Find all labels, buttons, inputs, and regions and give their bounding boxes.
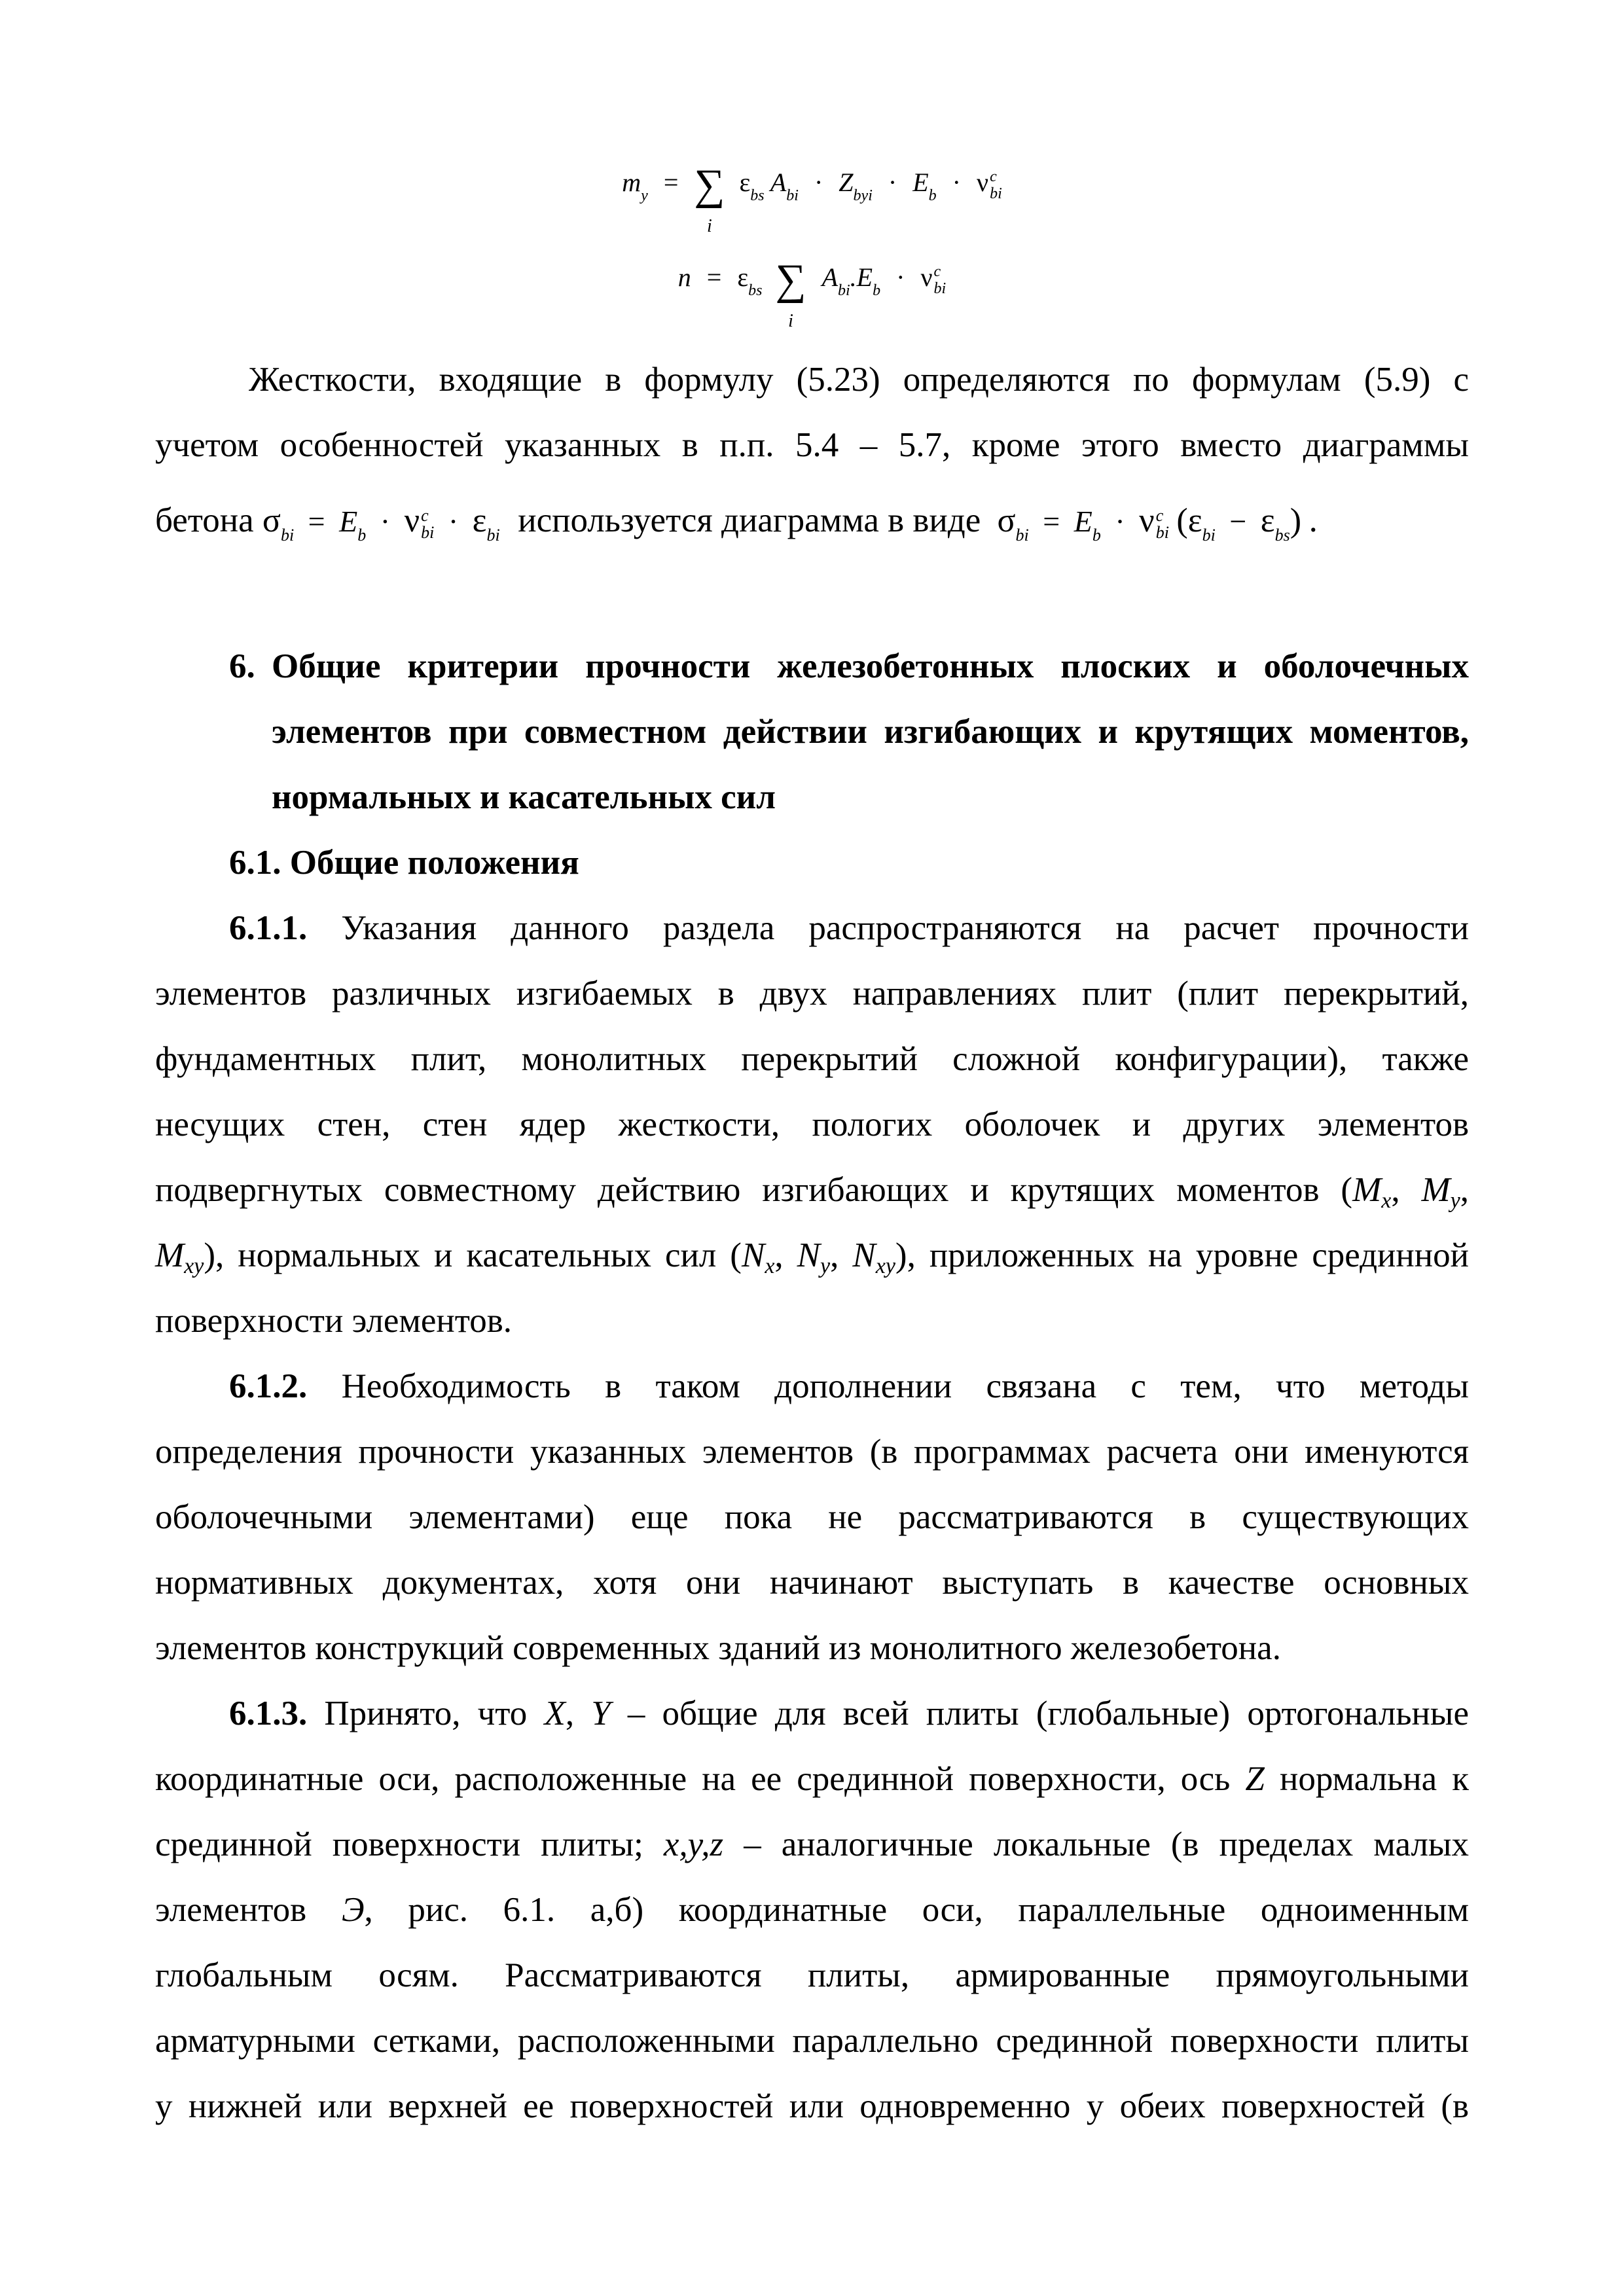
sep: , (1391, 1171, 1422, 1209)
section-6-title-line3: нормальных и касательных сил (272, 778, 776, 816)
inline-formula-linear (262, 502, 507, 545)
stiffness-line3 (155, 488, 1469, 568)
p612-line1-text: Необходимость в таком дополнении связана с тем, что методы (341, 1367, 1470, 1405)
nu-sub: bi (421, 523, 435, 543)
formula-my (0, 161, 1624, 236)
dot-op: · (1115, 505, 1125, 538)
My-sub: y (1450, 1189, 1460, 1213)
nu-sub: bi (1155, 523, 1169, 543)
E-symbol: E (1074, 505, 1092, 538)
eps-symbol: ε (1187, 502, 1202, 539)
p613-line6: арматурными сетками, расположенными параллельно срединной поверхности плиты (155, 2022, 1469, 2060)
formula-n-nu-indices (934, 264, 947, 296)
nu-symbol: ν (1139, 502, 1155, 539)
nu-symbol: ν (404, 502, 420, 539)
p612-line1 (229, 1354, 1469, 1419)
formula-n-nu: ν (920, 262, 933, 293)
formula-my-A: A (770, 168, 787, 198)
p613-line7: у нижней или верхней ее поверхностей или одновременно у обеих поверхностей (в (155, 2087, 1469, 2125)
p613-line2 (155, 1746, 1469, 1812)
p612-line5: элементов конструкций современных зданий из монолитного железобетона. (155, 1629, 1281, 1667)
p611-line3: фундаментных плит, монолитных перекрытий сложной конфигурации), также (155, 1040, 1469, 1078)
formula-my-eps: ε (739, 168, 751, 198)
formula-my-Z: Z (839, 168, 854, 198)
sigma-symbol: σ (262, 502, 281, 539)
p611-line1-text: Указания данного раздела распространяются на расчет прочности (341, 909, 1469, 947)
subsection-6-1-title: 6.1. Общие положения (229, 844, 579, 882)
Mxy-symbol: M (155, 1236, 185, 1274)
Nx-symbol: N (741, 1236, 765, 1274)
Mx-symbol: M (1352, 1171, 1382, 1209)
formula-n-sum (775, 256, 806, 331)
Nx-sub: x (765, 1254, 775, 1278)
inline-formula-shifted (997, 502, 1309, 545)
formula-my-lhs-sub: y (641, 187, 648, 205)
p613-line2-a: координатные оси, расположенные на ее срединной поверхности, ось (155, 1760, 1231, 1798)
sum-sign: ∑ (775, 256, 806, 304)
formula-my-sum (694, 161, 725, 236)
p611-line2: элементов различных изгибаемых в двух направлениях плит (плит перекрытий, (155, 975, 1469, 1013)
section-6-title-line1: Общие критерии прочности железобетонных плоских и оболочечных (272, 647, 1469, 685)
nu-sup: c (933, 263, 941, 280)
p611-line5-text: подвергнутых совместному действию изгибающих и крутящих моментов ( (155, 1171, 1353, 1209)
sep: , (565, 1695, 575, 1732)
nu-sup: c (990, 168, 997, 185)
formula-my-dot2: · (888, 168, 897, 198)
sigma-sub: bi (280, 526, 295, 545)
p613-line4 (155, 1877, 1469, 1943)
sigma-symbol: σ (997, 502, 1016, 539)
p612-number: 6.1.2. (229, 1367, 308, 1405)
p613-line1-a: Принято, что (324, 1695, 528, 1732)
formula-n-A-sub: bi (838, 282, 850, 300)
formula-n-eq: = (706, 262, 722, 293)
Ny-sub: y (820, 1254, 831, 1278)
nu-sub: bi (990, 185, 1002, 202)
Y-axis-symbol: Y (591, 1695, 611, 1732)
formula-n-dot: · (896, 262, 905, 293)
p611-line6-b: ), приложенных на уровне срединной (895, 1236, 1470, 1274)
stiffness-line3-start: бетона (155, 501, 254, 539)
open-paren: ( (1176, 502, 1188, 539)
p613-line1 (229, 1681, 1469, 1746)
eps-sub: bs (1274, 526, 1290, 545)
section-6-title-line2: элементов при совместном действии изгибающих и крутящих моментов, (272, 713, 1469, 751)
sum-index: i (707, 216, 712, 236)
sep: , (1460, 1171, 1470, 1209)
p611-line6-a: ), нормальных и касательных сил ( (204, 1236, 742, 1274)
formula-n-A: A (821, 262, 838, 293)
formula-my-nu: ν (976, 168, 989, 198)
formula-my-dot3: · (952, 168, 961, 198)
sum-index: i (788, 311, 793, 331)
nu-indices (1156, 507, 1169, 541)
eq-sign: = (308, 505, 325, 538)
formula-my-E: E (912, 168, 929, 198)
sigma-sub: bi (1015, 526, 1029, 545)
nu-sup: c (1155, 506, 1164, 526)
stiffness-line1: Жесткости, входящие в формулу (5.23) определяются по формулам (5.9) с (249, 361, 1469, 399)
formula-n-eps: ε (737, 262, 749, 293)
p612-line2: определения прочности указанных элементов (в программах расчета они именуются (155, 1433, 1469, 1471)
p612-line3: оболочечными элементами) еще пока не рассматриваются в существующих (155, 1498, 1469, 1536)
eps-sub: bi (1202, 526, 1216, 545)
Mx-sub: x (1381, 1189, 1392, 1213)
p611-number: 6.1.1. (229, 909, 308, 947)
p613-line3-b: – аналогичные локальные (в пределах малых (744, 1825, 1470, 1863)
nu-sub: bi (933, 280, 947, 297)
formula-n (0, 256, 1624, 331)
section-6-number: 6. (229, 647, 255, 685)
formula-n-lhs: n (677, 262, 691, 293)
p613-line4-a: элементов (155, 1891, 307, 1929)
Ny-symbol: N (797, 1236, 821, 1274)
p613-line3 (155, 1812, 1469, 1877)
p613-line4-b: , рис. 6.1. а,б) координатные оси, параллельные одноименным (364, 1891, 1469, 1929)
formula-my-dot1: · (814, 168, 823, 198)
formula-my-lhs: m (622, 168, 641, 198)
My-symbol: M (1421, 1171, 1451, 1209)
p613-line3-a: срединной поверхности плиты; (155, 1825, 643, 1863)
Nxy-symbol: N (852, 1236, 876, 1274)
p612-line4: нормативных документах, хотя они начинают выступать в качестве основных (155, 1564, 1469, 1602)
Nxy-sub: xy (875, 1254, 895, 1278)
formula-n-E: .E (850, 262, 873, 293)
sep: , (774, 1236, 797, 1274)
dot-op: · (448, 505, 459, 538)
X-axis-symbol: X (544, 1695, 566, 1732)
p613-line2-b: нормальна к (1279, 1760, 1470, 1798)
formula-my-A-sub: bi (786, 187, 799, 205)
formula-my-nu-indices (990, 169, 1002, 202)
stiffness-line3-end: . (1308, 501, 1318, 539)
eps-symbol: ε (1260, 502, 1275, 539)
stiffness-line2: учетом особенностей указанных в п.п. 5.4 – 5.7, кроме этого вместо диаграммы (155, 426, 1469, 464)
formula-n-E-sub: b (873, 282, 881, 300)
dot-op: · (380, 505, 391, 538)
sep: , (830, 1236, 853, 1274)
local-axes-symbols: x,y,z (663, 1825, 724, 1863)
E-sub: b (1092, 526, 1101, 545)
E-symbol: E (339, 505, 358, 538)
p613-number: 6.1.3. (229, 1695, 308, 1732)
element-symbol: Э (341, 1891, 365, 1929)
Z-axis-symbol: Z (1245, 1760, 1265, 1798)
formula-n-eps-sub: bs (748, 282, 763, 300)
eps-sub: bi (486, 526, 500, 545)
sum-sign: ∑ (694, 161, 725, 209)
stiffness-line3-mid: используется диаграмма в виде (518, 501, 981, 539)
eps-symbol: ε (472, 502, 487, 539)
p613-line5: глобальным осям. Рассматриваются плиты, армированные прямоугольными (155, 1956, 1469, 1994)
nu-indices (421, 507, 434, 541)
p611-line7: поверхности элементов. (155, 1302, 513, 1340)
p611-line1 (229, 895, 1469, 961)
formula-my-eps-sub: bs (750, 187, 765, 205)
Mxy-sub: xy (184, 1254, 204, 1278)
eq-sign: = (1043, 505, 1060, 538)
p613-line1-b: – общие для всей плиты (глобальные) ортогональные (627, 1695, 1469, 1732)
close-paren: ) (1290, 502, 1302, 539)
p611-line4: несущих стен, стен ядер жесткости, пологих оболочек и других элементов (155, 1105, 1469, 1143)
nu-sup: c (421, 506, 429, 526)
minus-op: − (1229, 505, 1247, 538)
formula-my-eq: = (663, 168, 679, 198)
E-sub: b (357, 526, 367, 545)
formula-my-E-sub: b (928, 187, 937, 205)
formula-my-Z-sub: byi (853, 187, 873, 205)
